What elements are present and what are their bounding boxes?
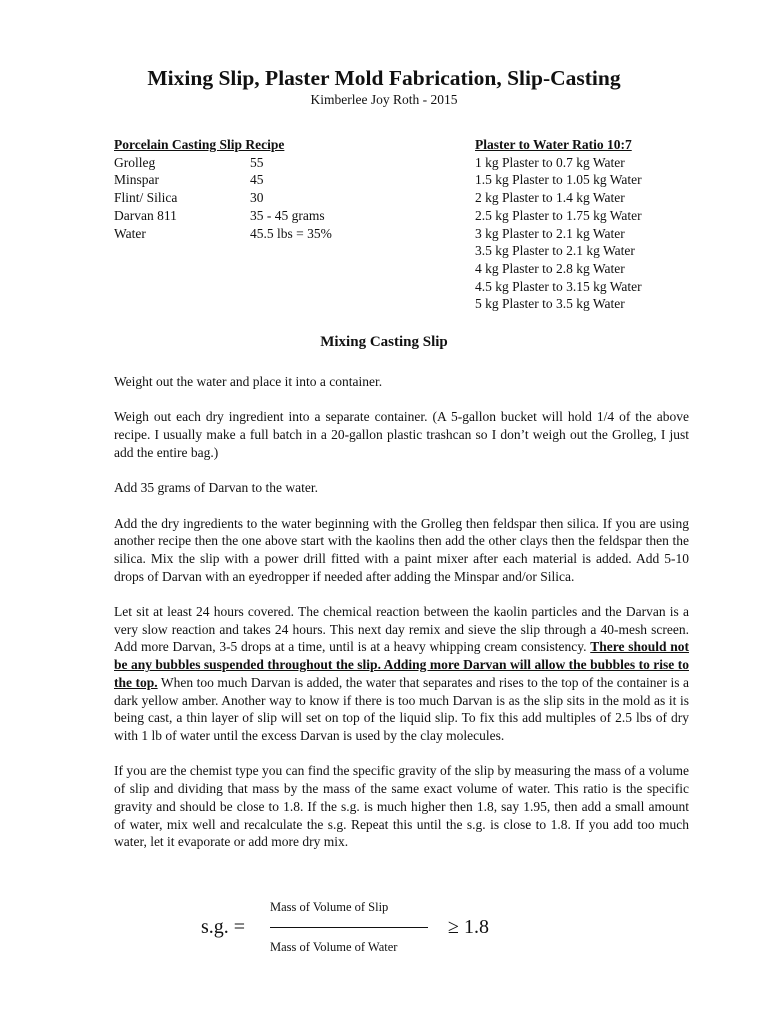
paragraph: Add 35 grams of Darvan to the water. <box>114 480 318 496</box>
recipe-row <box>114 207 454 225</box>
paragraph: If you are the chemist type you can find the specific gravity of the slip by measuring the mass of a volume of slip and dividing that mass by the mass of the same exact volume of water. This ratio is the specific gravity and should be close to 1.8. If the s.g. is much higher then 1.8, say 1.95, then add a small amount of water, mix well and recalculate the s.g. Repeat this until the s.g. is close to 1.8. If you add too much water, let it evaporate or add more dry mix. <box>114 763 689 850</box>
ratio-row: 4 kg Plaster to 2.8 kg Water <box>475 260 625 276</box>
recipe-row <box>114 171 454 189</box>
ratio-row: 2 kg Plaster to 1.4 kg Water <box>475 190 625 206</box>
ratio-row: 1.5 kg Plaster to 1.05 kg Water <box>475 172 642 188</box>
ingredient-amount: 55 <box>250 154 264 170</box>
ingredient-amount: 45 <box>250 172 264 188</box>
ratio-row: 3 kg Plaster to 2.1 kg Water <box>475 225 625 241</box>
section-heading: Mixing Casting Slip <box>320 334 448 350</box>
ratio-section <box>475 136 695 313</box>
recipe-section <box>114 136 454 242</box>
formula-numerator: Mass of Volume of Slip <box>270 900 389 914</box>
ratio-row: 2.5 kg Plaster to 1.75 kg Water <box>475 207 642 223</box>
formula-rhs: ≥ 1.8 <box>448 916 489 938</box>
formula-denominator: Mass of Volume of Water <box>270 940 398 954</box>
ratio-row: 4.5 kg Plaster to 3.15 kg Water <box>475 278 642 294</box>
paragraph: Weight out the water and place it into a container. <box>114 374 383 389</box>
paragraph: Weigh out each dry ingredient into a separate container. (A 5-gallon bucket will hold 1/4 of the above recipe. I usually make a full batch in a 20-gallon plastic trashcan so I don’t weigh out the Grolleg, I just add the entire bag.) <box>114 409 689 460</box>
paragraph: Add the dry ingredients to the water beginning with the Grolleg then feldspar then silica. If you are using another recipe then the one above start with the kaolins then add the other clays then the feldspar then the silica. Mix the slip with a power drill fitted with a paint mixer after each material is added. Add 5-10 drops of Darvan with an eyedropper if needed after adding the Minspar and/or Silica. <box>114 515 689 584</box>
ingredient-amount: 35 - 45 grams <box>250 207 325 223</box>
emphasis-text: There should not be any bubbles suspended throughout the slip. Adding more Darvan will allow the bubbles to rise to the top. <box>114 639 689 690</box>
paragraph <box>114 603 689 745</box>
ratio-heading: Plaster to Water Ratio 10:7 <box>475 137 632 152</box>
recipe-heading: Porcelain Casting Slip Recipe <box>114 137 285 152</box>
specific-gravity-formula <box>0 896 768 966</box>
document-author: Kimberlee Joy Roth - 2015 <box>310 92 458 107</box>
formula-lhs: s.g. = <box>201 916 246 938</box>
recipe-row <box>114 225 454 243</box>
recipe-row <box>114 189 454 207</box>
paragraph-text: When too much Darvan is added, the water that separates and rises to the top of the container is a dark yellow amber. Another way to know if there is too much Darvan is as the slip sits in the mold as it is being cast, a thin layer of slip will set on top of the liquid slip. To fix this add multiples of 2.5 lbs of dry with 1 lb of water until the excess Darvan is used by the clay molecules. <box>114 674 690 743</box>
ingredient-amount: 30 <box>250 190 264 206</box>
document-title: Mixing Slip, Plaster Mold Fabrication, Slip-Casting <box>147 66 621 90</box>
paragraph-text: Let sit at least 24 hours covered. The chemical reaction between the kaolin particles and the Darvan is a very slow reaction and takes 24 hours. This next day remix and sieve the slip through a 40-mesh screen. Add more Darvan, 3-5 drops at a time, until is at a heavy whipping cream consistency. <box>114 604 689 655</box>
recipe-row <box>114 154 454 172</box>
ratio-row: 5 kg Plaster to 3.5 kg Water <box>475 296 625 312</box>
fraction-bar <box>270 927 428 928</box>
ingredient-name: Flint/ Silica <box>114 190 178 206</box>
instructions-body <box>114 373 689 869</box>
ingredient-name: Darvan 811 <box>114 207 177 223</box>
ratio-row: 1 kg Plaster to 0.7 kg Water <box>475 154 625 170</box>
ingredient-name: Minspar <box>114 172 159 188</box>
ingredient-name: Water <box>114 225 146 241</box>
ingredient-amount: 45.5 lbs = 35% <box>250 225 332 241</box>
ratio-row: 3.5 kg Plaster to 2.1 kg Water <box>475 243 635 259</box>
ingredient-name: Grolleg <box>114 154 156 170</box>
